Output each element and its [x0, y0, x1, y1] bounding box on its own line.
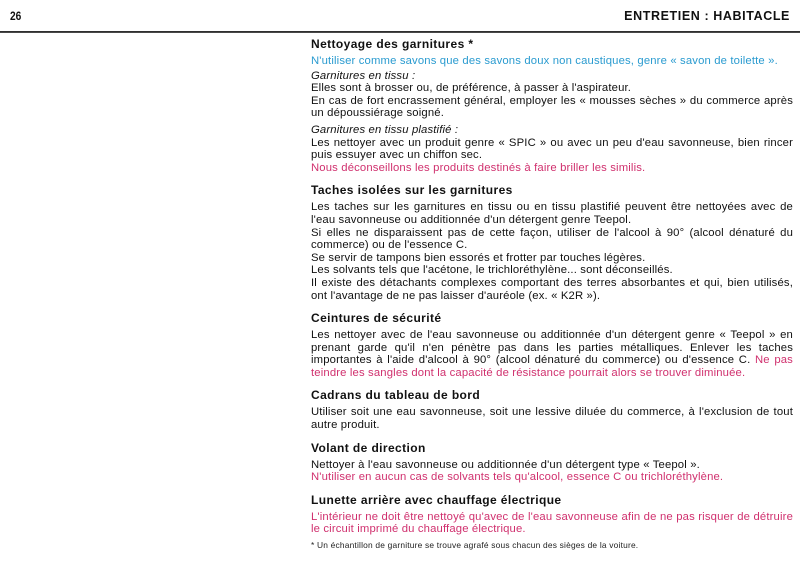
section-title: Cadrans du tableau de bord	[311, 388, 481, 403]
subheading-tissu-plastifie: Garnitures en tissu plastifié :	[311, 123, 459, 136]
section-lunette	[311, 493, 793, 536]
paragraph	[311, 329, 793, 379]
paragraph: Nettoyer à l'eau savonneuse ou additionnée d'un détergent type « Teepol ».	[311, 458, 700, 471]
warning-text: N'utiliser en aucun cas de solvants tels qu'alcool, essence C ou trichloréthylène.	[311, 471, 724, 484]
warning-text: Nous déconseillons les produits destinés à faire briller les similis.	[311, 161, 646, 174]
paragraph: Utiliser soit une eau savonneuse, soit une lessive diluée du commerce, à l'exclusion de tout autre produit.	[311, 406, 793, 432]
section-title: Nettoyage des garnitures *	[311, 37, 474, 51]
section-title: Volant de direction	[311, 440, 426, 455]
header-rule	[0, 31, 800, 33]
footnote: * Un échantillon de garniture se trouve agrafé sous chacun des sièges de la voiture.	[311, 540, 639, 551]
soap-notice: N'utiliser comme savons que des savons doux non caustiques, genre « savon de toilette ».	[311, 55, 778, 67]
running-title: ENTRETIEN : HABITACLE	[624, 9, 790, 23]
paragraph-text: Les nettoyer avec de l'eau savonneuse ou additionnée d'un détergent genre « Teepol » en prenant garde qu'il n'en pénètre pas dans les parties métalliques. Enlever les taches importantes à l'aide d'alcool à 90° (alcool dénaturé du commerce) ou d'essence C.	[311, 329, 793, 367]
paragraph: Les solvants tels que l'acétone, le trichloréthylène... sont déconseillés.	[311, 264, 673, 277]
section-volant	[311, 441, 793, 484]
subheading-tissu: Garnitures en tissu :	[311, 69, 416, 82]
section-cadrans	[311, 388, 793, 431]
main-content	[311, 37, 793, 560]
paragraph: En cas de fort encrassement général, employer les « mousses sèches » du commerce après un dépoussiérage soigné.	[311, 94, 793, 120]
warning-text: L'intérieur ne doit être nettoyé qu'avec de l'eau savonneuse afin de ne pas risquer de détruire le circuit imprimé du chauffage électrique.	[311, 510, 793, 536]
section-taches	[311, 183, 793, 302]
section-garnitures	[311, 37, 793, 174]
section-ceintures	[311, 311, 793, 379]
section-title: Taches isolées sur les garnitures	[311, 183, 513, 198]
warning-text: Ne pas teindre les sangles dont la capacité de résistance pourrait alors se trouver diminuée.	[311, 354, 793, 379]
paragraph: Les taches sur les garnitures en tissu ou en tissu plastifié peuvent être nettoyées avec de l'eau savonneuse ou additionnée d'un détergent genre Teepol.	[311, 201, 793, 226]
paragraph: Les nettoyer avec un produit genre « SPIC » ou avec un peu d'eau savonneuse, bien rincer puis essuyer avec un chiffon sec.	[311, 136, 793, 162]
section-title: Lunette arrière avec chauffage électrique	[311, 492, 562, 507]
paragraph: Si elles ne disparaissent pas de cette façon, utiliser de l'alcool à 90° (alcool dénaturé du commerce) ou de l'essence C.	[311, 226, 793, 252]
page-number: 26	[10, 9, 22, 23]
paragraph: Se servir de tampons bien essorés et frotter par touches légères.	[311, 251, 646, 264]
section-title: Ceintures de sécurité	[311, 311, 442, 326]
paragraph: Il existe des détachants complexes comportant des terres absorbantes et qui, bien utilisés, ont l'avantage de ne pas laisser d'auréole (ex. « K2R »).	[311, 276, 793, 302]
paragraph: Elles sont à brosser ou, de préférence, à passer à l'aspirateur.	[311, 82, 632, 95]
